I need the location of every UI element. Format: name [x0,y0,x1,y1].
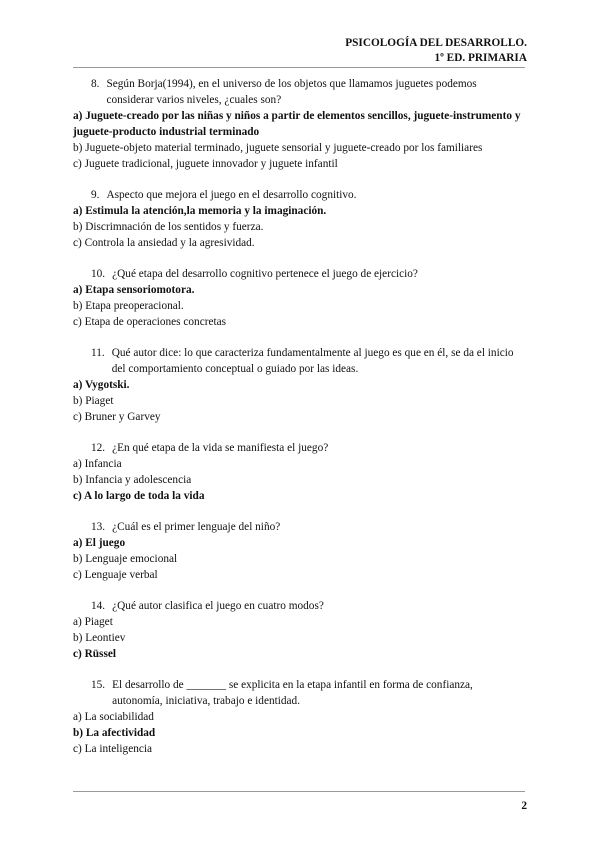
answer-option-correct: a) Juguete-creado por las niñas y niños a partir de elementos sencillos, juguete-instrumento y juguete-producto industrial terminado [73,110,521,138]
question-line [73,345,525,377]
question-block [73,266,525,330]
answer-option: b) Discrimnación de los sentidos y fuerza. [73,221,264,233]
question-text: ¿Qué autor clasifica el juego en cuatro modos? [112,600,324,612]
question-text: ¿En qué etapa de la vida se manifiesta el juego? [112,442,329,454]
answer-option: c) Lenguaje verbal [73,569,158,581]
question-number: 8. [91,78,100,90]
header-course: 1º ED. PRIMARIA [434,52,527,64]
question-block [73,76,525,172]
answer-option: b) Piaget [73,395,114,407]
question-text: El desarrollo de _______ se explicita en la etapa infantil en forma de confianza, autonomía, iniciativa, trabajo e identidad. [112,679,473,707]
answer-option: a) Piaget [73,616,113,628]
question-line [73,266,525,282]
answer-option: b) Lenguaje emocional [73,553,178,565]
answer-option: b) Leontiev [73,632,126,644]
answer-option: a) Infancia [73,458,122,470]
answer-option-correct: b) La afectividad [73,727,156,739]
question-line [73,76,525,108]
question-block [73,187,525,251]
answer-option-correct: c) Rüssel [73,648,116,660]
question-text: Qué autor dice: lo que caracteriza fundamentalmente al juego es que en él, se da el inicio del comportamiento conceptual o guiado por las ideas. [111,347,514,375]
question-text: ¿Qué etapa del desarrollo cognitivo pertenece el juego de ejercicio? [112,268,418,280]
header-rule [73,67,525,68]
question-block [73,345,525,425]
question-line [73,187,525,203]
document-header [345,36,527,66]
answer-option-correct: a) El juego [73,537,126,549]
question-block [73,440,525,504]
answer-option: c) Juguete tradicional, juguete innovador y juguete infantil [73,158,338,170]
answer-option: b) Etapa preoperacional. [73,300,184,312]
header-subject: PSICOLOGÍA DEL DESARROLLO. [345,37,527,49]
question-line [73,440,525,456]
answer-option: c) La inteligencia [73,743,153,755]
question-block [73,598,525,662]
question-number: 14. [91,600,106,612]
answer-option: b) Juguete-objeto material terminado, juguete sensorial y juguete-creado por los familiares [73,142,483,154]
question-number: 13. [91,521,106,533]
answer-option-correct: a) Etapa sensoriomotora. [73,284,195,296]
question-number: 9. [91,189,100,201]
question-text: ¿Cuál es el primer lenguaje del niño? [112,521,281,533]
question-number: 11. [91,347,105,359]
question-line [73,677,525,709]
answer-option-correct: a) Vygotski. [73,379,130,391]
question-text: Según Borja(1994), en el universo de los objetos que llamamos juguetes podemos considerar varios niveles, ¿cuales son? [106,78,477,106]
answer-option: a) La sociabilidad [73,711,154,723]
question-block [73,519,525,583]
question-line [73,598,525,614]
question-number: 10. [91,268,106,280]
question-block [73,677,525,757]
answer-option: c) Controla la ansiedad y la agresividad. [73,237,255,249]
answer-option-correct: a) Estimula la atención,la memoria y la imaginación. [73,205,327,217]
question-text: Aspecto que mejora el juego en el desarrollo cognitivo. [106,189,357,201]
answer-option: c) Etapa de operaciones concretas [73,316,227,328]
answer-option: b) Infancia y adolescencia [73,474,192,486]
answer-option-correct: c) A lo largo de toda la vida [73,490,205,502]
question-list [73,76,525,772]
footer-rule [73,791,525,792]
question-number: 12. [91,442,106,454]
question-number: 15. [91,679,106,691]
page-number: 2 [521,800,527,812]
answer-option: c) Bruner y Garvey [73,411,161,423]
question-line [73,519,525,535]
